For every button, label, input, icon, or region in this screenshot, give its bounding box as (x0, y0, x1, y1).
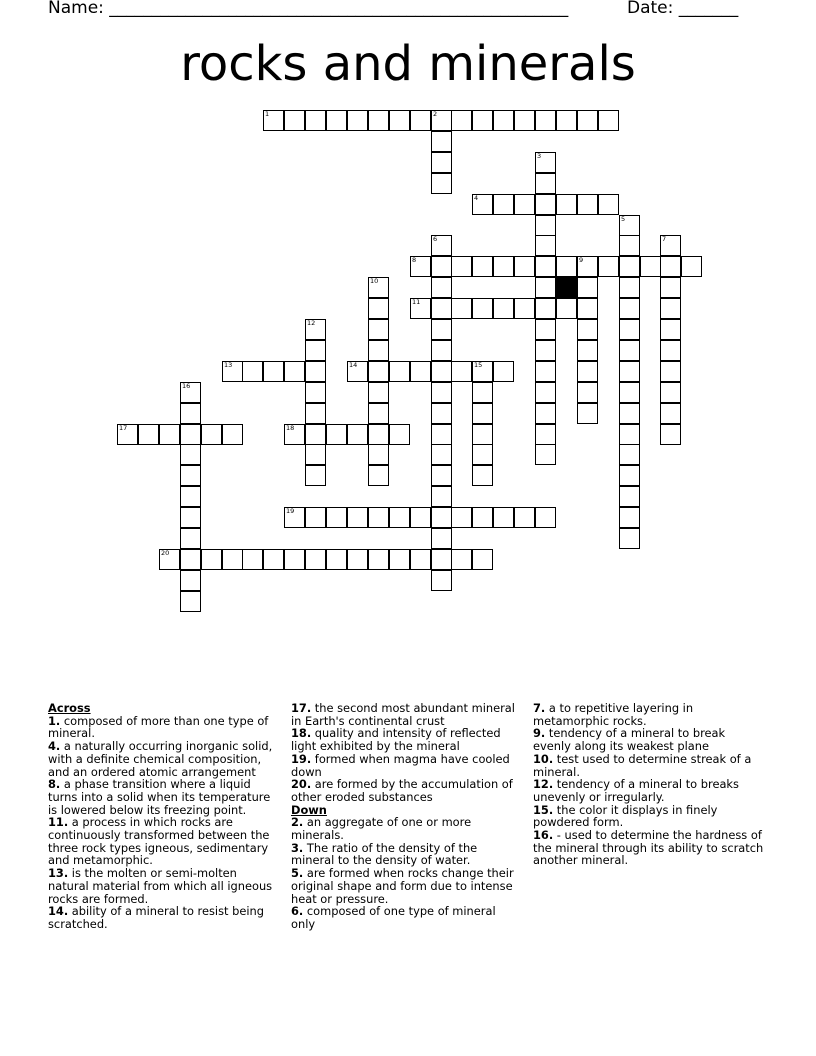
clue-down-15: 15. the color it displays in finely powdered form. (533, 802, 718, 830)
cell-number: 19 (286, 507, 295, 515)
cell-number: 10 (370, 277, 379, 285)
clue-down-9: 9. tendency of a mineral to break evenly along its weakest plane (533, 726, 726, 754)
grid-cell[interactable] (514, 298, 535, 319)
grid-cell[interactable] (598, 194, 619, 215)
grid-cell[interactable] (305, 465, 326, 486)
grid-cell[interactable] (431, 549, 452, 570)
grid-cell[interactable] (368, 277, 389, 298)
grid-cell[interactable] (535, 173, 556, 194)
grid-cell[interactable] (535, 382, 556, 403)
name-field[interactable]: Name: ______________________________________________________ (48, 0, 569, 18)
grid-cell[interactable] (493, 110, 514, 131)
cell-number: 6 (433, 235, 438, 243)
grid-cell[interactable] (222, 361, 243, 382)
grid-cell[interactable] (180, 444, 201, 465)
grid-cell[interactable] (410, 507, 431, 528)
grid-cell[interactable] (305, 340, 326, 361)
grid-cell[interactable] (263, 361, 284, 382)
grid-cell[interactable] (180, 403, 201, 424)
grid-cell[interactable] (660, 256, 681, 277)
clue-across-11: 11. a process in which rocks are continuously transformed between the three rock types igneous, sedimentary and metamorphic. (48, 815, 270, 868)
clue-down-12: 12. tendency of a mineral to breaks unevenly or irregularly. (533, 777, 739, 804)
grid-cell[interactable] (451, 298, 472, 319)
grid-cell[interactable] (180, 528, 201, 549)
grid-cell[interactable] (535, 235, 556, 256)
grid-cell[interactable] (619, 340, 640, 361)
grid-cell[interactable] (389, 424, 410, 445)
grid-cell[interactable] (347, 110, 368, 131)
grid-cell[interactable] (305, 549, 326, 570)
grid-cell[interactable] (472, 298, 493, 319)
down-heading: Down (291, 802, 327, 817)
grid-cell[interactable] (431, 403, 452, 424)
grid-cell[interactable] (660, 277, 681, 298)
grid-cell[interactable] (305, 507, 326, 528)
grid-cell[interactable] (180, 465, 201, 486)
grid-cell[interactable] (535, 340, 556, 361)
grid-cell[interactable] (180, 382, 201, 403)
clue-across-1: 1. composed of more than one type of mineral. (48, 713, 269, 741)
grid-cell[interactable] (431, 382, 452, 403)
grid-cell[interactable] (660, 361, 681, 382)
grid-cell[interactable] (368, 424, 389, 445)
grid-cell[interactable] (493, 256, 514, 277)
grid-cell[interactable] (263, 110, 284, 131)
clue-column-3 (533, 702, 765, 867)
grid-cell[interactable] (431, 277, 452, 298)
page-title: rocks and minerals (180, 36, 636, 92)
clue-across-19: 19. formed when magma have cooled down (291, 751, 510, 779)
grid-cell[interactable] (410, 256, 431, 277)
clue-down-6: 6. composed of one type of mineral only (291, 904, 496, 931)
grid-cell[interactable] (222, 424, 243, 445)
grid-cell[interactable] (619, 215, 640, 236)
grid-cell[interactable] (242, 549, 263, 570)
grid-cell[interactable] (410, 110, 431, 131)
grid-cell[interactable] (431, 528, 452, 549)
grid-cell[interactable] (619, 277, 640, 298)
grid-cell[interactable] (660, 340, 681, 361)
grid-cell[interactable] (410, 549, 431, 570)
grid-cell[interactable] (305, 444, 326, 465)
grid-cell[interactable] (472, 507, 493, 528)
grid-cell[interactable] (180, 486, 201, 507)
grid-cell[interactable] (180, 570, 201, 591)
clue-across-4: 4. a naturally occurring inorganic solid, with a definite chemical composition, and an ordered atomic arrangement (48, 739, 273, 779)
grid-cell[interactable] (660, 424, 681, 445)
grid-cell[interactable] (493, 298, 514, 319)
cell-number: 7 (662, 235, 667, 243)
grid-cell[interactable] (619, 319, 640, 340)
grid-cell[interactable] (535, 507, 556, 528)
cell-number: 16 (182, 382, 191, 390)
grid-cell[interactable] (577, 194, 598, 215)
grid-cell[interactable] (368, 110, 389, 131)
grid-cell[interactable] (619, 235, 640, 256)
cell-number: 2 (433, 110, 438, 118)
grid-cell[interactable] (535, 361, 556, 382)
grid-cell[interactable] (577, 319, 598, 340)
grid-cell[interactable] (514, 507, 535, 528)
grid-cell[interactable] (493, 507, 514, 528)
grid-cell[interactable] (451, 110, 472, 131)
grid-cell[interactable] (431, 486, 452, 507)
grid-cell[interactable] (201, 424, 222, 445)
grid-cell[interactable] (472, 444, 493, 465)
grid-cell[interactable] (431, 424, 452, 445)
grid-cell[interactable] (305, 319, 326, 340)
grid-cell[interactable] (368, 319, 389, 340)
grid-cell[interactable] (305, 424, 326, 445)
grid-cell[interactable] (326, 549, 347, 570)
grid-cell[interactable] (368, 444, 389, 465)
grid-cell[interactable] (347, 361, 368, 382)
grid-cell[interactable] (284, 549, 305, 570)
grid-cell[interactable] (431, 131, 452, 152)
grid-cell[interactable] (284, 424, 305, 445)
grid-cell[interactable] (368, 340, 389, 361)
grid-cell[interactable] (431, 570, 452, 591)
cell-number: 14 (349, 361, 358, 369)
grid-cell[interactable] (180, 591, 201, 612)
grid-cell[interactable] (389, 361, 410, 382)
grid-cell[interactable] (577, 256, 598, 277)
grid-cell[interactable] (431, 340, 452, 361)
grid-cell[interactable] (284, 110, 305, 131)
clue-column-2 (291, 702, 523, 931)
cell-number: 3 (537, 152, 542, 160)
grid-cell[interactable] (431, 256, 452, 277)
grid-cell[interactable] (619, 298, 640, 319)
grid-cell[interactable] (431, 235, 452, 256)
grid-cell[interactable] (514, 256, 535, 277)
grid-cell[interactable] (660, 235, 681, 256)
grid-cell[interactable] (535, 403, 556, 424)
grid-cell[interactable] (451, 507, 472, 528)
grid-cell[interactable] (619, 444, 640, 465)
clue-down-10: 10. test used to determine streak of a mineral. (533, 751, 752, 779)
grid-cell[interactable] (619, 424, 640, 445)
grid-cell[interactable] (535, 194, 556, 215)
grid-cell[interactable] (535, 298, 556, 319)
clue-across-14: 14. ability of a mineral to resist being scratched. (48, 904, 264, 931)
grid-cell[interactable] (577, 361, 598, 382)
clue-across-17: 17. the second most abundant mineral in Earth's continental crust (291, 701, 515, 728)
grid-cell[interactable] (598, 256, 619, 277)
clue-across-20: 20. are formed by the accumulation of other eroded substances (291, 777, 513, 804)
date-field[interactable]: Date: _______ (627, 0, 739, 18)
cell-number: 11 (412, 298, 421, 306)
grid-cell[interactable] (577, 340, 598, 361)
grid-cell[interactable] (619, 382, 640, 403)
grid-cell[interactable] (660, 319, 681, 340)
grid-cell[interactable] (431, 361, 452, 382)
grid-cell[interactable] (138, 424, 159, 445)
cell-number: 13 (224, 361, 233, 369)
grid-cell[interactable] (577, 382, 598, 403)
grid-cell[interactable] (619, 528, 640, 549)
grid-cell[interactable] (660, 382, 681, 403)
clue-across-18: 18. quality and intensity of reflected light exhibited by the mineral (291, 726, 501, 754)
cell-number: 18 (286, 424, 295, 432)
clue-down-2: 2. an aggregate of one or more minerals. (291, 815, 472, 843)
grid-cell[interactable] (619, 403, 640, 424)
grid-cell[interactable] (242, 361, 263, 382)
grid-cell[interactable] (305, 110, 326, 131)
grid-cell[interactable] (305, 403, 326, 424)
grid-cell[interactable] (535, 110, 556, 131)
grid-cell[interactable] (431, 152, 452, 173)
grid-cell[interactable] (535, 424, 556, 445)
cell-number: 15 (474, 361, 483, 369)
grid-cell[interactable] (556, 298, 577, 319)
grid-cell[interactable] (305, 382, 326, 403)
grid-cell[interactable] (159, 424, 180, 445)
grid-cell[interactable] (431, 319, 452, 340)
grid-cell[interactable] (451, 549, 472, 570)
grid-cell[interactable] (640, 256, 661, 277)
grid-cell[interactable] (347, 507, 368, 528)
grid-cell[interactable] (368, 507, 389, 528)
grid-cell[interactable] (535, 277, 556, 298)
cell-number: 12 (307, 319, 316, 327)
grid-cell[interactable] (535, 152, 556, 173)
grid-cell[interactable] (389, 507, 410, 528)
grid-cell[interactable] (180, 424, 201, 445)
grid-cell[interactable] (681, 256, 702, 277)
cell-number: 17 (119, 424, 128, 432)
cell-number: 9 (579, 256, 584, 264)
grid-cell[interactable] (159, 549, 180, 570)
grid-cell[interactable] (514, 110, 535, 131)
grid-cell[interactable] (117, 424, 138, 445)
grid-cell[interactable] (368, 403, 389, 424)
grid-cell[interactable] (347, 549, 368, 570)
grid-cell[interactable] (619, 465, 640, 486)
grid-cell[interactable] (284, 361, 305, 382)
grid-cell[interactable] (201, 549, 222, 570)
grid-cell[interactable] (305, 361, 326, 382)
grid-cell[interactable] (326, 424, 347, 445)
grid-cell[interactable] (472, 424, 493, 445)
grid-cell[interactable] (577, 277, 598, 298)
grid-cell[interactable] (431, 465, 452, 486)
grid-cell[interactable] (263, 549, 284, 570)
grid-cell[interactable] (368, 361, 389, 382)
grid-cell[interactable] (368, 549, 389, 570)
grid-cell[interactable] (368, 298, 389, 319)
clue-down-3: 3. The ratio of the density of the mineral to the density of water. (291, 840, 478, 868)
grid-cell[interactable] (451, 256, 472, 277)
grid-cell[interactable] (535, 319, 556, 340)
cell-number: 8 (412, 256, 417, 264)
grid-cell[interactable] (431, 444, 452, 465)
grid-cell[interactable] (619, 507, 640, 528)
grid-cell[interactable] (660, 403, 681, 424)
grid-cell[interactable] (556, 256, 577, 277)
grid-cell[interactable] (222, 549, 243, 570)
grid-cell[interactable] (410, 298, 431, 319)
clue-down-7: 7. a to repetitive layering in metamorphic rocks. (533, 701, 694, 728)
grid-cell[interactable] (577, 298, 598, 319)
grid-cell[interactable] (472, 549, 493, 570)
cell-number: 1 (265, 110, 270, 118)
clue-down-5: 5. are formed when rocks change their original shape and form due to intense heat or pressure. (291, 866, 514, 906)
grid-cell[interactable] (535, 215, 556, 236)
grid-cell[interactable] (431, 298, 452, 319)
grid-cell[interactable] (451, 361, 472, 382)
black-cell (556, 277, 577, 298)
grid-cell[interactable] (493, 361, 514, 382)
grid-cell[interactable] (326, 110, 347, 131)
grid-cell[interactable] (410, 361, 431, 382)
grid-cell[interactable] (577, 403, 598, 424)
grid-cell[interactable] (577, 110, 598, 131)
grid-cell[interactable] (472, 194, 493, 215)
grid-cell[interactable] (472, 110, 493, 131)
grid-cell[interactable] (556, 194, 577, 215)
grid-cell[interactable] (472, 361, 493, 382)
grid-cell[interactable] (660, 298, 681, 319)
grid-cell[interactable] (389, 110, 410, 131)
grid-cell[interactable] (472, 256, 493, 277)
clue-across-13: 13. is the molten or semi-molten natural material from which all igneous rocks are formed. (48, 866, 273, 906)
across-heading: Across (48, 701, 91, 715)
grid-cell[interactable] (347, 424, 368, 445)
grid-cell[interactable] (284, 507, 305, 528)
grid-cell[interactable] (535, 444, 556, 465)
clue-down-16: 16. - used to determine the hardness of the mineral through its ability to scratch another mineral. (533, 828, 764, 868)
grid-cell[interactable] (431, 110, 452, 131)
cell-number: 20 (161, 549, 170, 557)
grid-cell[interactable] (326, 507, 347, 528)
grid-cell[interactable] (472, 465, 493, 486)
grid-cell[interactable] (535, 256, 556, 277)
cell-number: 5 (621, 215, 626, 223)
grid-cell[interactable] (493, 194, 514, 215)
grid-cell[interactable] (619, 256, 640, 277)
grid-cell[interactable] (598, 110, 619, 131)
grid-cell[interactable] (389, 549, 410, 570)
grid-cell[interactable] (368, 382, 389, 403)
grid-cell[interactable] (619, 361, 640, 382)
grid-cell[interactable] (472, 382, 493, 403)
grid-cell[interactable] (556, 110, 577, 131)
grid-cell[interactable] (180, 549, 201, 570)
grid-cell[interactable] (368, 465, 389, 486)
grid-cell[interactable] (431, 507, 452, 528)
grid-cell[interactable] (619, 486, 640, 507)
clue-across-8: 8. a phase transition where a liquid turns into a solid when its temperature is lowered below its freezing point. (48, 777, 271, 817)
grid-cell[interactable] (514, 194, 535, 215)
grid-cell[interactable] (431, 173, 452, 194)
grid-cell[interactable] (472, 403, 493, 424)
clue-column-1 (48, 702, 280, 931)
cell-number: 4 (474, 194, 479, 202)
grid-cell[interactable] (180, 507, 201, 528)
